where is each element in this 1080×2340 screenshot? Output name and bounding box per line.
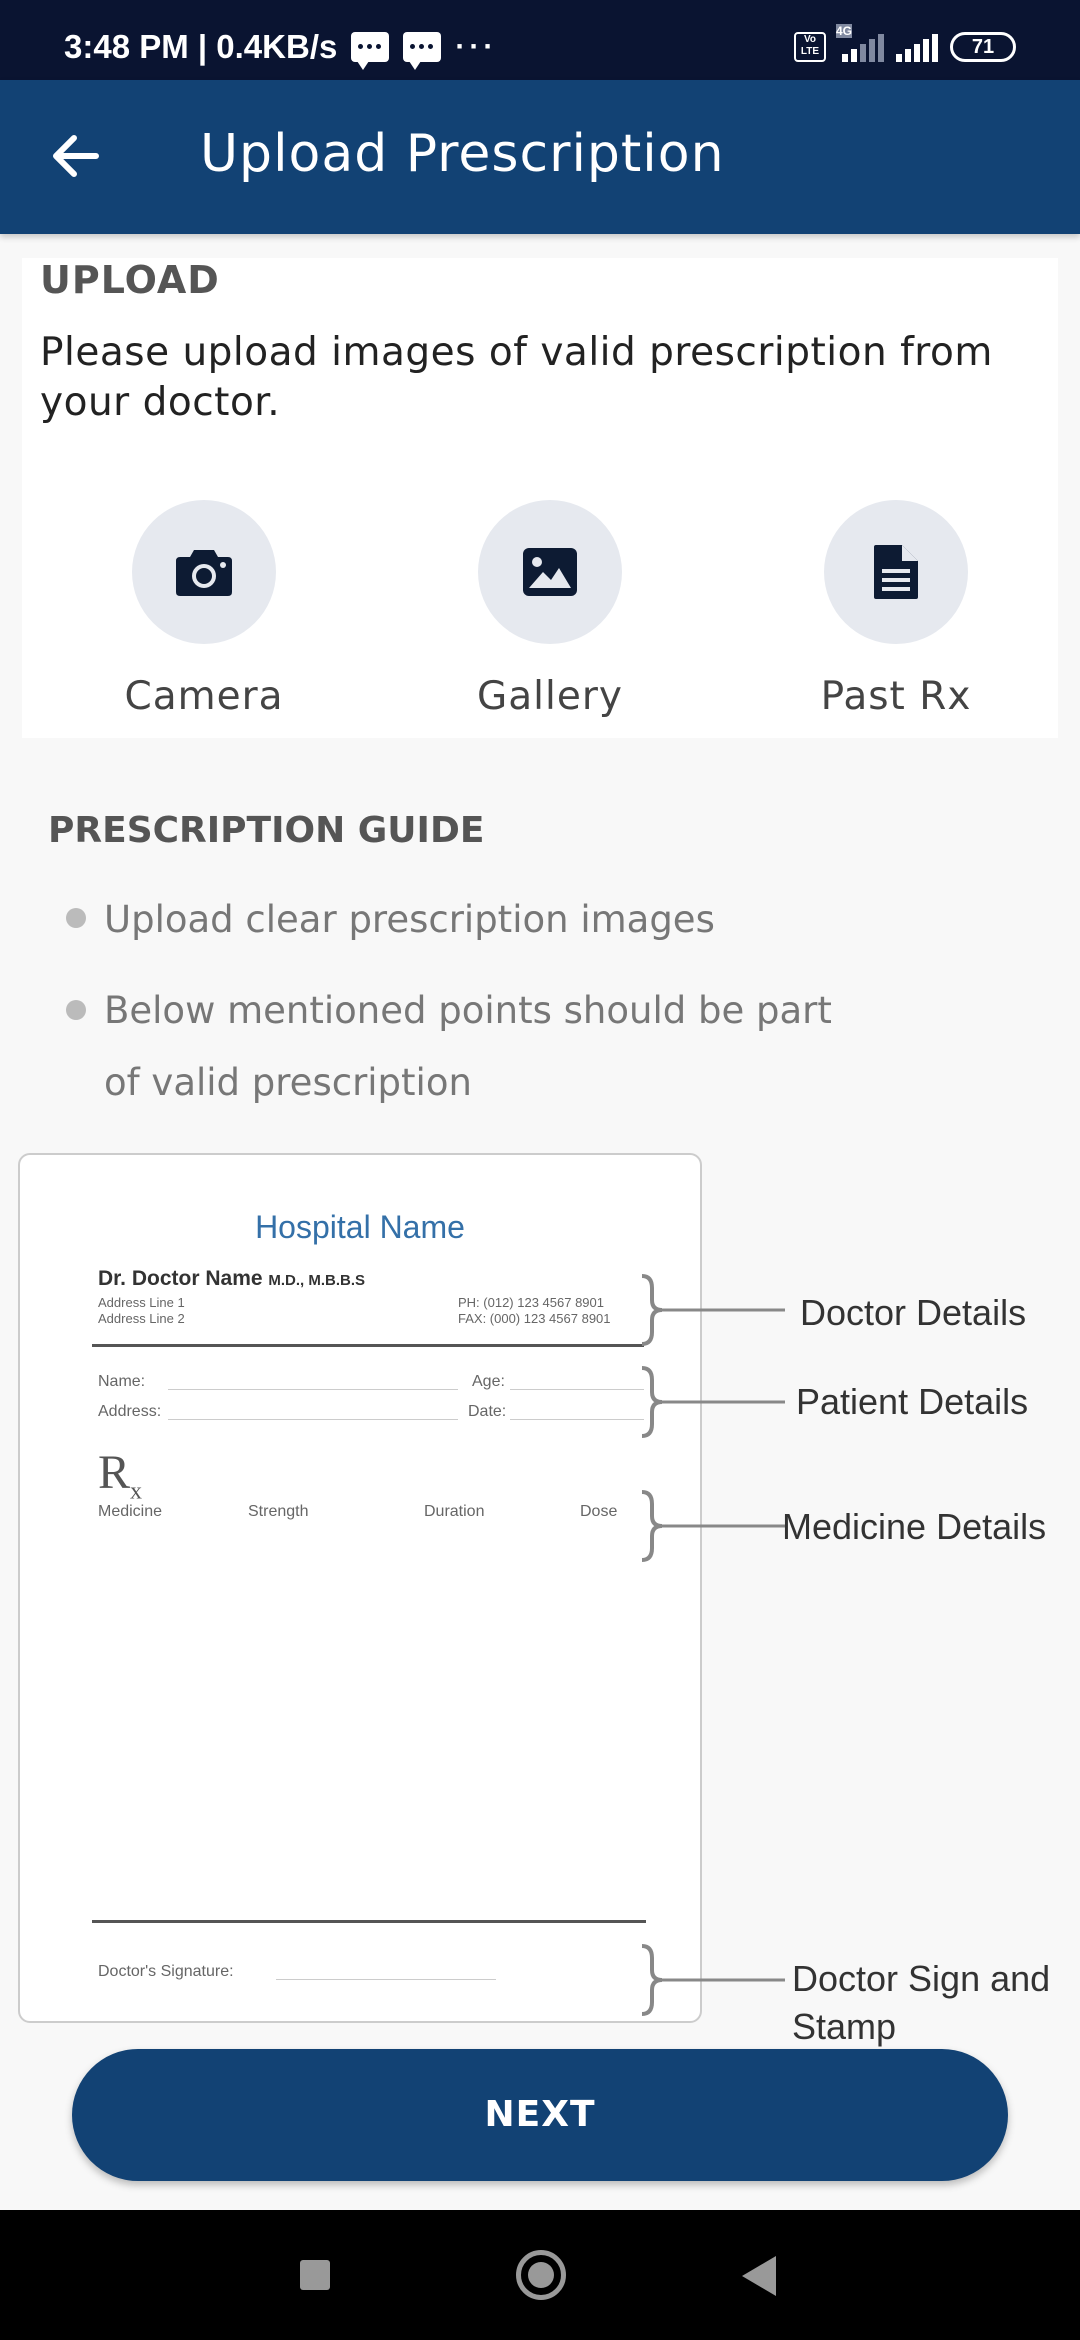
upload-card (22, 258, 1058, 738)
address-label: Address: (98, 1403, 162, 1420)
column-dose: Dose (580, 1503, 618, 1520)
message-icon (403, 32, 441, 62)
camera-button[interactable] (132, 500, 276, 644)
document-icon (872, 543, 920, 601)
sample-prescription (18, 1153, 702, 2023)
back-triangle-icon[interactable] (742, 2256, 776, 2296)
gallery-label: Gallery (477, 674, 623, 719)
guide-item: Below mentioned points should be part of valid prescription (104, 989, 832, 1104)
column-medicine: Medicine (98, 1503, 163, 1520)
past-rx-label: Past Rx (820, 674, 972, 719)
callout-doctor-details: Doctor Details (800, 1292, 1027, 1333)
age-line (510, 1389, 644, 1390)
back-arrow-icon[interactable] (44, 124, 108, 188)
status-right (794, 24, 1016, 62)
brace-icon (630, 1362, 800, 1442)
app-bar (0, 80, 1080, 234)
gallery-option[interactable] (440, 500, 660, 719)
volte-icon: Vo LTE (794, 32, 826, 62)
callout-doctor-stamp: Stamp (792, 2006, 897, 2047)
callout-patient-details: Patient Details (796, 1381, 1029, 1422)
address-line-2: Address Line 2 (98, 1311, 185, 1326)
hospital-name: Hospital Name (255, 1209, 465, 1245)
signature-line (276, 1979, 496, 1980)
battery-level: 71 (971, 35, 995, 58)
callout-doctor-sign: Doctor Sign and (792, 1958, 1051, 1999)
camera-option[interactable] (94, 500, 314, 719)
gallery-button[interactable] (478, 500, 622, 644)
guide-heading: PRESCRIPTION GUIDE (48, 810, 485, 851)
divider (92, 1344, 644, 1347)
signal-icon (896, 32, 938, 62)
age-label: Age: (472, 1373, 505, 1390)
image-icon (521, 546, 579, 598)
battery-icon (950, 32, 1016, 62)
address-line (168, 1419, 458, 1420)
status-time: 3:48 PM | 0.4KB/s (64, 28, 338, 65)
callout-medicine-details: Medicine Details (782, 1506, 1047, 1547)
column-strength: Strength (248, 1503, 309, 1520)
brace-icon (630, 1486, 800, 1566)
past-rx-option[interactable] (786, 500, 1006, 719)
date-line (510, 1419, 644, 1420)
address-line-1: Address Line 1 (98, 1295, 185, 1310)
home-icon[interactable] (516, 2250, 566, 2300)
message-icon (351, 32, 389, 62)
navigation-bar (0, 2210, 1080, 2340)
bullet-icon (66, 1000, 86, 1020)
past-rx-button[interactable] (824, 500, 968, 644)
signal-4g-icon: 4G (838, 32, 884, 62)
doctor-qualification: M.D., M.B.B.S (268, 1272, 366, 1289)
guide-item: Upload clear prescription images (104, 898, 715, 941)
name-label: Name: (98, 1373, 146, 1390)
signature-label: Doctor's Signature: (98, 1963, 234, 1980)
brace-icon (630, 1940, 800, 2020)
signature-divider (92, 1920, 646, 1923)
phone: PH: (012) 123 4567 8901 (458, 1295, 604, 1310)
brace-icon (630, 1270, 800, 1350)
date-label: Date: (468, 1403, 507, 1420)
bullet-icon (66, 908, 86, 928)
more-notifications-icon: ··· (455, 30, 498, 63)
status-bar (0, 0, 1080, 80)
doctor-name: Dr. Doctor Name M.D., M.B.B.S (98, 1267, 366, 1290)
upload-heading: UPLOAD (40, 258, 220, 302)
rx-symbol: $R_x$ (98, 1446, 143, 1505)
next-button[interactable]: NEXT (72, 2049, 1008, 2181)
status-left (64, 28, 497, 66)
name-line (168, 1389, 458, 1390)
column-duration: Duration (424, 1503, 485, 1520)
upload-description: Please upload images of valid prescription from your doctor. (40, 330, 993, 425)
fax: FAX: (000) 123 4567 8901 (458, 1311, 611, 1326)
camera-icon (174, 546, 234, 598)
recent-apps-icon[interactable] (300, 2260, 330, 2290)
page-title: Upload Prescription (200, 124, 725, 184)
camera-label: Camera (124, 674, 284, 719)
